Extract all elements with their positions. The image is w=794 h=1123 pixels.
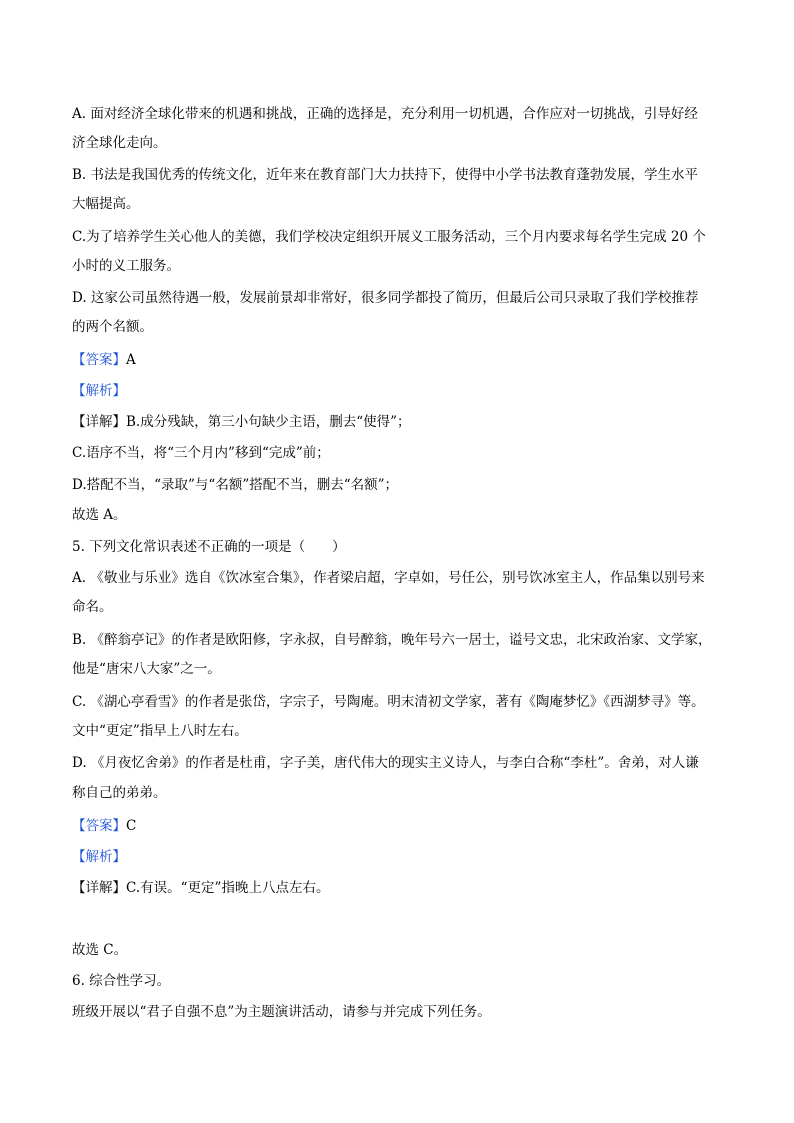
text-line: 他是“唐宋八大家”之一。 [72,661,221,677]
text-line: C. 《湖心亭看雪》的作者是张岱，字宗子，号陶庵。明末清初文学家，著有《陶庵梦忆》《西湖梦寻》等。 [72,694,705,710]
answer-tag: 【答案】 [72,818,126,834]
analysis-line [72,848,126,866]
text-line: C.为了培养学生关心他人的美德，我们学校决定组织开展义工服务活动，三个月内要求每名学生完成 20 个 [72,229,706,245]
text-line: 大幅提高。 [72,196,140,212]
text-line: 称自己的弟弟。 [72,785,167,801]
text-line: 的两个名额。 [72,319,153,335]
answer-tag: 【答案】 [72,352,126,368]
text-line: D.搭配不当，“录取”与“名额”搭配不当，删去“名额”； [72,477,399,493]
answer-value: A [126,352,136,368]
analysis-tag: 【解析】 [72,849,126,865]
text-line: 【详解】C.有误。“更定”指晚上八点左右。 [72,880,330,896]
answer-line [72,351,136,369]
question-title: 5. 下列文化常识表述不正确的一项是（ ） [72,539,346,555]
text-line: B. 书法是我国优秀的传统文化，近年来在教育部门大力扶持下，使得中小学书法教育蓬勃发展，学生水平 [72,167,699,183]
answer-line [72,817,136,835]
text-line: 命名。 [72,599,113,615]
text-line: 小时的义工服务。 [72,258,180,274]
text-line: 故选 C。 [72,942,128,958]
text-line: 故选 A。 [72,507,127,523]
text-line: 【详解】B.成分残缺，第三小句缺少主语，删去“使得”； [72,414,411,430]
analysis-line [72,382,126,400]
text-line: A. 面对经济全球化带来的机遇和挑战，正确的选择是，充分利用一切机遇，合作应对一切挑战，引导好经 [72,106,698,122]
text-line: 文中“更定”指早上八时左右。 [72,723,248,739]
text-line: B. 《醉翁亭记》的作者是欧阳修，字永叔，自号醉翁，晚年号六一居士，谥号文忠，北宋政治家、文学家， [72,632,712,648]
text-line: C.语序不当，将“三个月内”移到“完成”前； [72,445,330,461]
text-line: D. 这家公司虽然待遇一般，发展前景却非常好，很多同学都投了简历，但最后公司只录取了我们学校推荐 [72,290,699,306]
text-line: 班级开展以“君子自强不息”为主题演讲活动，请参与并完成下列任务。 [72,1004,491,1020]
text-line: D. 《月夜忆舍弟》的作者是杜甫，字子美，唐代伟大的现实主义诗人，与李白合称“李杜”。舍弟，对人谦 [72,755,699,771]
question-title: 6. 综合性学习。 [72,973,171,989]
text-line: A. 《敬业与乐业》选自《饮冰室合集》，作者梁启超，字卓如，号任公，别号饮冰室主人，作品集以别号来 [72,570,705,586]
analysis-tag: 【解析】 [72,383,126,399]
answer-value: C [126,818,137,834]
text-line: 济全球化走向。 [72,135,167,151]
